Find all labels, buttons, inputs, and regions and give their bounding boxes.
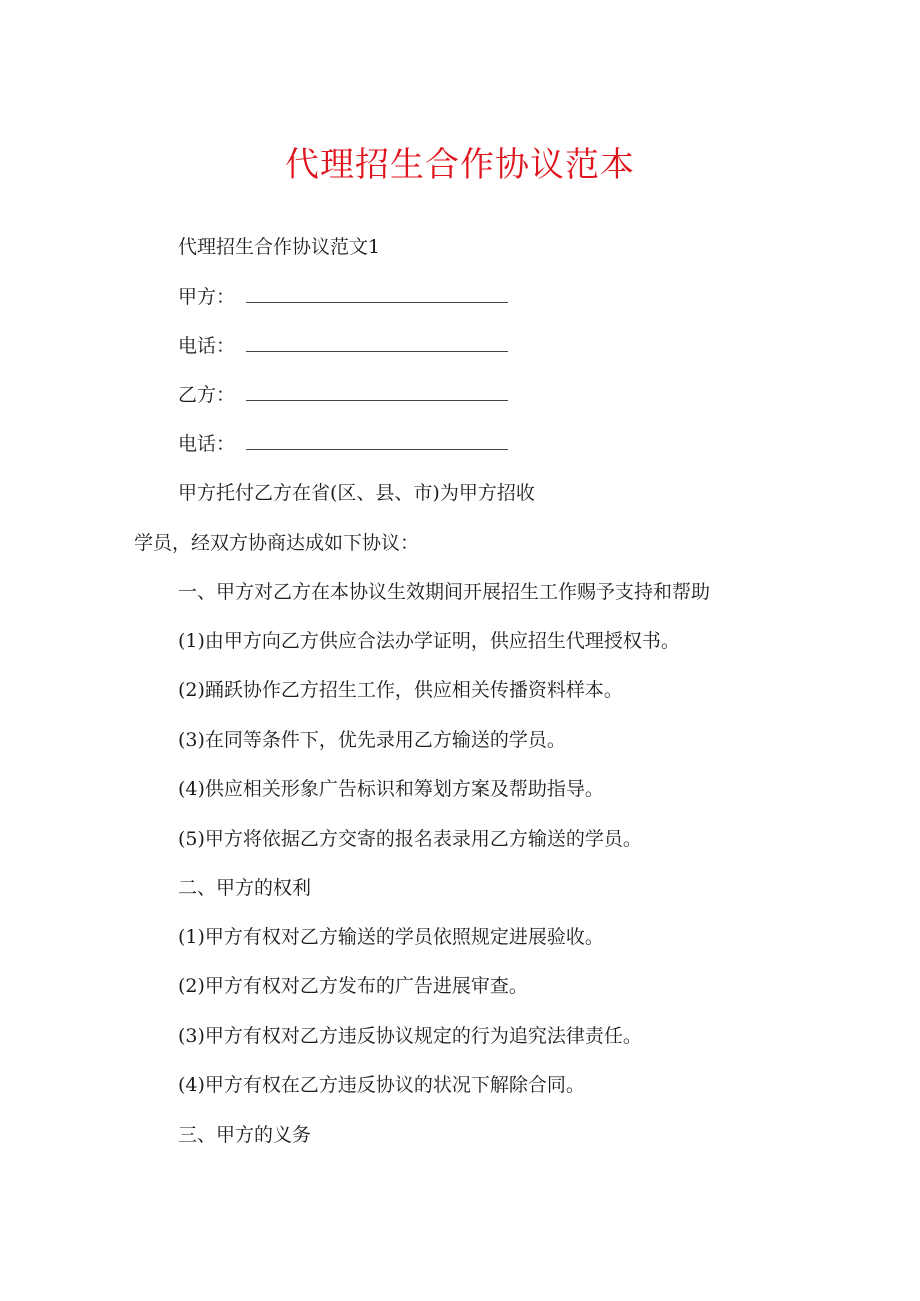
document-title: 代理招生合作协议范本 — [285, 145, 635, 185]
list-item: (3)在同等条件下，优先录用乙方输送的学员。 — [178, 729, 566, 751]
document-subtitle: 代理招生合作协议范文1 — [178, 236, 381, 258]
field-party-b — [178, 380, 246, 410]
list-item: (4)甲方有权在乙方违反协议的状况下解除合同。 — [178, 1074, 585, 1096]
list-item: (2)甲方有权对乙方发布的广告进展审查。 — [178, 975, 528, 997]
field-label: 电话： — [178, 335, 236, 357]
field-label: 甲方： — [178, 286, 236, 308]
list-item: (3)甲方有权对乙方违反协议规定的行为追究法律责任。 — [178, 1025, 642, 1047]
blank-line — [246, 449, 508, 450]
section-heading: 一、甲方对乙方在本协议生效期间开展招生工作赐予支持和帮助 — [178, 581, 711, 603]
list-item: (1)由甲方向乙方供应合法办学证明，供应招生代理授权书。 — [178, 630, 680, 652]
paragraph: 甲方托付乙方在省(区、县、市)为甲方招收 — [178, 482, 535, 504]
blank-line — [246, 302, 508, 303]
field-label: 电话： — [178, 433, 236, 455]
section-heading: 二、甲方的权利 — [178, 877, 312, 899]
blank-line — [246, 400, 508, 401]
paragraph: 学员，经双方协商达成如下协议： — [134, 532, 420, 554]
list-item: (5)甲方将依据乙方交寄的报名表录用乙方输送的学员。 — [178, 828, 642, 850]
field-party-a — [178, 282, 246, 312]
list-item: (1)甲方有权对乙方输送的学员依照规定进展验收。 — [178, 926, 604, 948]
field-phone-a — [178, 331, 246, 361]
list-item: (4)供应相关形象广告标识和筹划方案及帮助指导。 — [178, 778, 604, 800]
field-label: 乙方： — [178, 384, 236, 406]
list-item: (2)踊跃协作乙方招生工作，供应相关传播资料样本。 — [178, 679, 623, 701]
blank-line — [246, 351, 508, 352]
field-phone-b — [178, 429, 246, 459]
section-heading: 三、甲方的义务 — [178, 1124, 312, 1146]
